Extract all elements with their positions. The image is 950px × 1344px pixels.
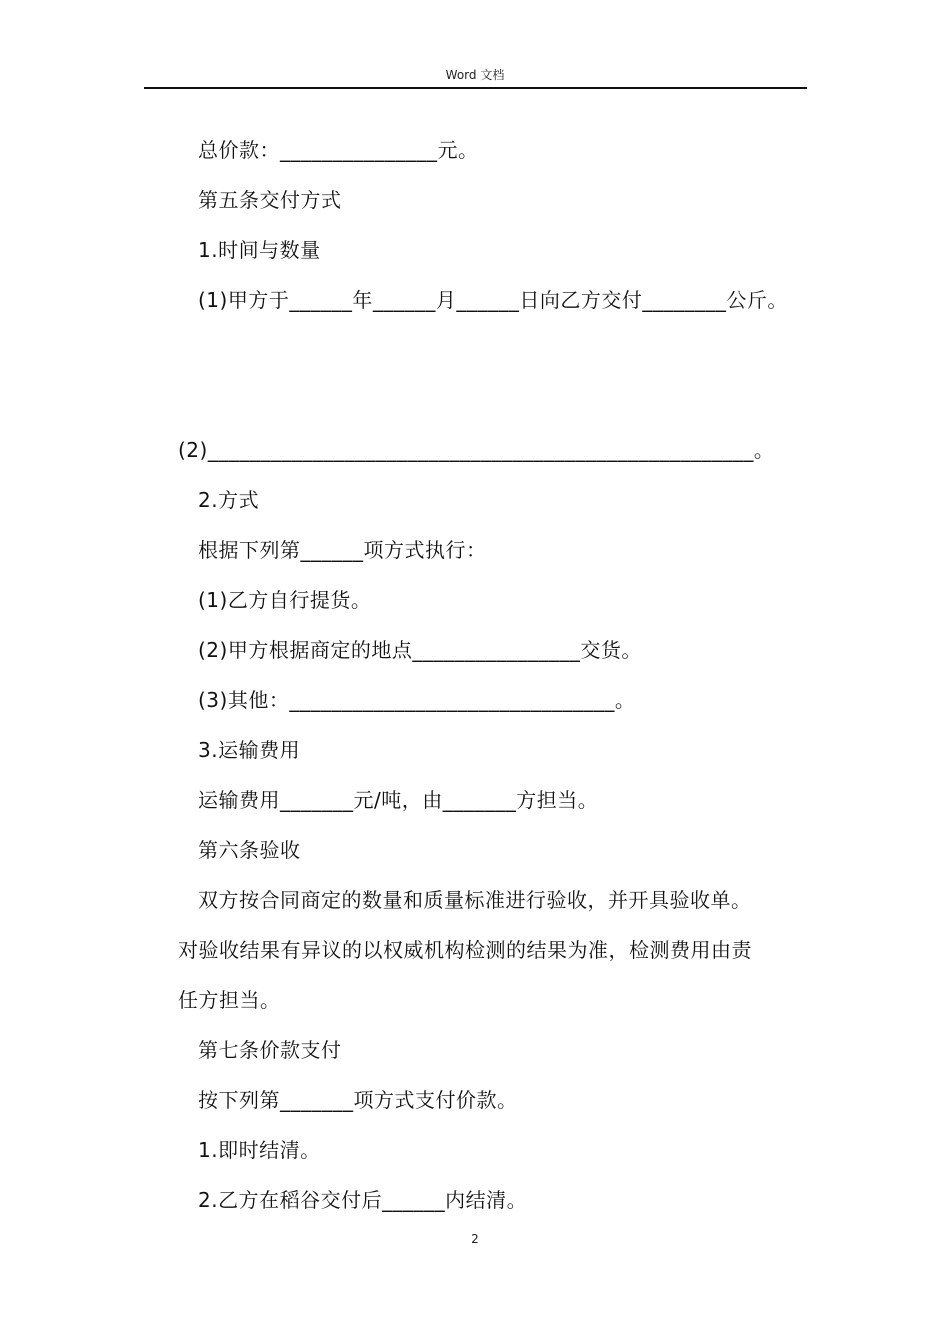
text-line-item-2-blank: (2)____________________________________________________。 [178,438,775,462]
page-number: 2 [471,1232,479,1246]
text-line-settlement-after-delivery: 2.乙方在稻谷交付后______内结清。 [198,1188,528,1212]
heading-article-6: 第六条验收 [198,838,301,862]
text-line-transport-cost: 运输费用_______元/吨，由_______方担当。 [198,788,599,812]
text-line-self-pickup: (1)乙方自行提货。 [198,588,372,612]
text-line-acceptance-3: 任方担当。 [178,988,281,1012]
text-line-total-price: 总价款：_______________元。 [198,138,479,162]
text-line-payment-choice: 按下列第_______项方式支付价款。 [198,1088,518,1112]
text-line-method: 2.方式 [198,488,260,512]
header-divider [144,87,807,89]
text-line-delivery-location: (2)甲方根据商定的地点________________交货。 [198,638,642,662]
text-line-method-choice: 根据下列第______项方式执行： [198,538,487,562]
text-line-immediate-settlement: 1.即时结清。 [198,1138,321,1162]
heading-article-7: 第七条价款支付 [198,1038,342,1062]
text-line-delivery-date: (1)甲方于______年______月______日向乙方交付________公斤。 [198,288,788,312]
text-line-time-quantity: 1.时间与数量 [198,238,321,262]
text-line-other: (3)其他：_______________________________。 [198,688,636,712]
page-header-title: Word 文档 [445,68,505,82]
text-line-acceptance-1: 双方按合同商定的数量和质量标准进行验收，并开具验收单。 [198,888,752,912]
heading-article-5: 第五条交付方式 [198,188,342,212]
text-line-transport-cost-heading: 3.运输费用 [198,738,301,762]
text-line-acceptance-2: 对验收结果有异议的以权威机构检测的结果为准，检测费用由责 [178,938,752,962]
